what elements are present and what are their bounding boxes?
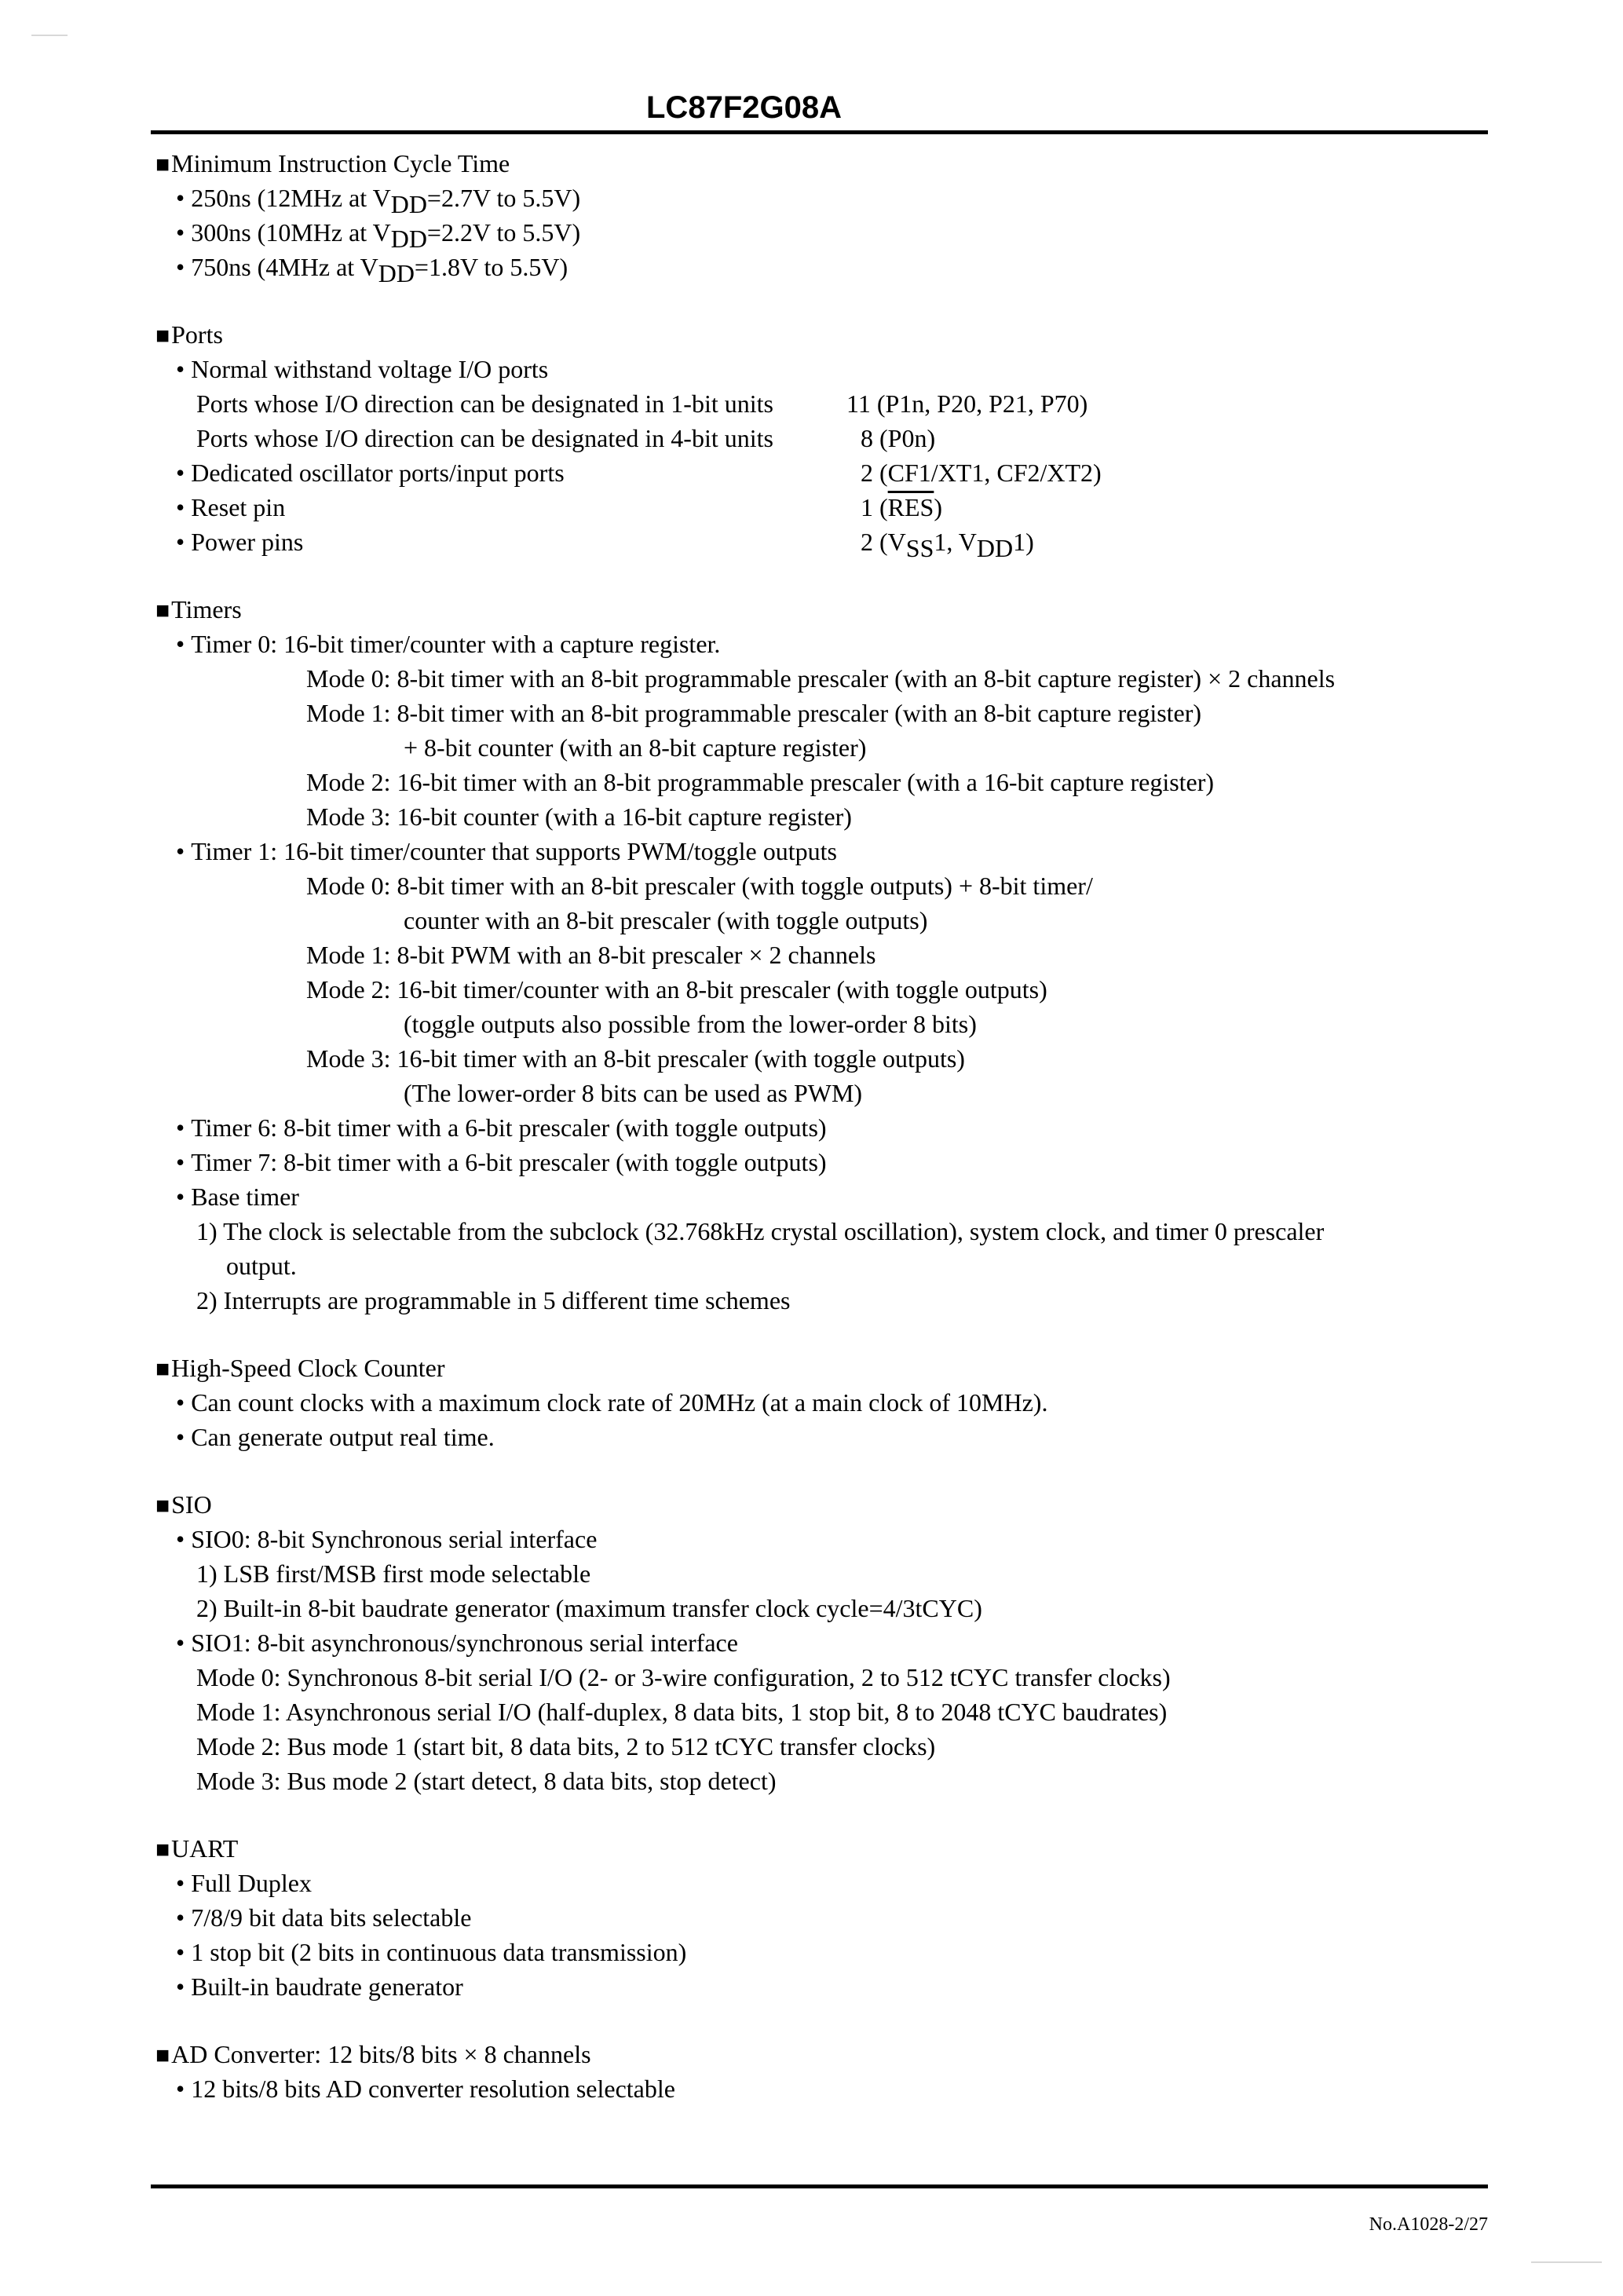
mode-line: Mode 1: 8-bit timer with an 8-bit programmable prescaler (with an 8-bit capture register)	[306, 699, 1202, 727]
mode-line-cont: counter with an 8-bit prescaler (with toggle outputs)	[404, 906, 928, 934]
mode-line: Mode 0: 8-bit timer with an 8-bit prescaler (with toggle outputs) + 8-bit timer/	[306, 872, 1093, 900]
section-heading-timers: ■Timers	[155, 595, 242, 623]
list-item: • 12 bits/8 bits AD converter resolution selectable	[176, 2075, 675, 2103]
list-item: • Timer 0: 16-bit timer/counter with a capture register.	[176, 630, 721, 658]
mode-line: Mode 3: Bus mode 2 (start detect, 8 data bits, stop detect)	[196, 1767, 777, 1795]
numbered-item-cont: output.	[226, 1252, 297, 1280]
port-row-reset: • Reset pin 1 $(\overline{RES})$	[176, 493, 942, 521]
list-item: • Base timer	[176, 1183, 299, 1211]
list-item: • Timer 6: 8-bit timer with a 6-bit prescaler (with toggle outputs)	[176, 1113, 827, 1142]
scan-artifact	[1531, 2261, 1602, 2263]
mode-line: Mode 3: 16-bit counter (with a 16-bit capture register)	[306, 803, 852, 831]
mode-line: Mode 1: 8-bit PWM with an 8-bit prescaler × 2 channels	[306, 941, 876, 969]
port-row-osc: • Dedicated oscillator ports/input ports 2 (CF1/XT1, CF2/XT2)	[176, 459, 1102, 487]
section-heading-min-cycle: ■Minimum Instruction Cycle Time	[155, 149, 510, 177]
mode-line: Mode 2: 16-bit timer with an 8-bit programmable prescaler (with a 16-bit capture register)	[306, 768, 1215, 796]
footer-rule	[151, 2184, 1488, 2188]
mode-line: Mode 0: 8-bit timer with an 8-bit programmable prescaler (with an 8-bit capture register) × 2 channels	[306, 664, 1336, 693]
mode-line: Mode 2: Bus mode 1 (start bit, 8 data bits, 2 to 512 tCYC transfer clocks)	[196, 1732, 936, 1760]
mode-line-cont: (The lower-order 8 bits can be used as PWM)	[404, 1079, 863, 1107]
port-row-power: • Power pins 2 ($V_{SS}1$, $V_{DD}1$)	[176, 528, 1034, 562]
list-item: • Can generate output real time.	[176, 1423, 495, 1451]
list-item: • 1 stop bit (2 bits in continuous data transmission)	[176, 1938, 687, 1966]
list-item: • SIO1: 8-bit asynchronous/synchronous serial interface	[176, 1629, 738, 1657]
mode-line: Mode 3: 16-bit timer with an 8-bit prescaler (with toggle outputs)	[306, 1044, 965, 1073]
list-item: • Timer 7: 8-bit timer with a 6-bit prescaler (with toggle outputs)	[176, 1148, 827, 1176]
list-item: • Timer 1: 16-bit timer/counter that supports PWM/toggle outputs	[176, 837, 837, 865]
list-item: • SIO0: 8-bit Synchronous serial interface	[176, 1525, 598, 1553]
mode-line: Mode 1: Asynchronous serial I/O (half-duplex, 8 data bits, 1 stop bit, 8 to 2048 tCYC baudrates)	[196, 1698, 1168, 1726]
page-number: No.A1028-2/27	[1369, 2214, 1488, 2235]
list-item: • 300ns (10MHz at $V_{DD}=2.2V$ to 5.5V)	[176, 218, 581, 253]
section-heading-hscc: ■High-Speed Clock Counter	[155, 1354, 445, 1382]
section-heading-ports: ■Ports	[155, 320, 223, 349]
mode-line: Mode 0: Synchronous 8-bit serial I/O (2- or 3-wire configuration, 2 to 512 tCYC transfer clocks)	[196, 1663, 1171, 1691]
list-item: • 7/8/9 bit data bits selectable	[176, 1903, 472, 1932]
list-item: • Full Duplex	[176, 1869, 312, 1897]
numbered-item: 1) LSB first/MSB first mode selectable	[196, 1559, 591, 1588]
scan-artifact	[31, 35, 68, 36]
list-item: • Built-in baudrate generator	[176, 1972, 463, 2001]
list-item: • Normal withstand voltage I/O ports	[176, 355, 549, 383]
mode-line: Mode 2: 16-bit timer/counter with an 8-bit prescaler (with toggle outputs)	[306, 975, 1047, 1004]
mode-line-cont: (toggle outputs also possible from the lower-order 8 bits)	[404, 1010, 977, 1038]
port-row-4bit: Ports whose I/O direction can be designated in 4-bit units 8 (P0n)	[196, 424, 936, 452]
port-row-1bit: Ports whose I/O direction can be designated in 1-bit units 11 (P1n, P20, P21, P70)	[196, 389, 1088, 418]
numbered-item: 2) Built-in 8-bit baudrate generator (maximum transfer clock cycle=4/3tCYC)	[196, 1594, 982, 1622]
section-heading-ad: ■AD Converter: 12 bits/8 bits × 8 channels	[155, 2040, 591, 2068]
list-item: • 250ns (12MHz at $V_{DD}=2.7V$ to 5.5V)	[176, 184, 581, 218]
section-heading-uart: ■UART	[155, 1834, 239, 1863]
list-item: • 750ns (4MHz at $V_{DD}=1.8V$ to 5.5V)	[176, 253, 568, 287]
mode-line-cont: + 8-bit counter (with an 8-bit capture register)	[404, 733, 867, 762]
numbered-item: 1) The clock is selectable from the subclock (32.768kHz crystal oscillation), system clock, and timer 0 prescaler	[196, 1217, 1325, 1245]
list-item: • Can count clocks with a maximum clock rate of 20MHz (at a main clock of 10MHz).	[176, 1388, 1048, 1417]
header-rule	[151, 130, 1488, 134]
section-heading-sio: ■SIO	[155, 1490, 212, 1519]
page-title: LC87F2G08A	[646, 90, 842, 125]
numbered-item: 2) Interrupts are programmable in 5 different time schemes	[196, 1286, 791, 1314]
